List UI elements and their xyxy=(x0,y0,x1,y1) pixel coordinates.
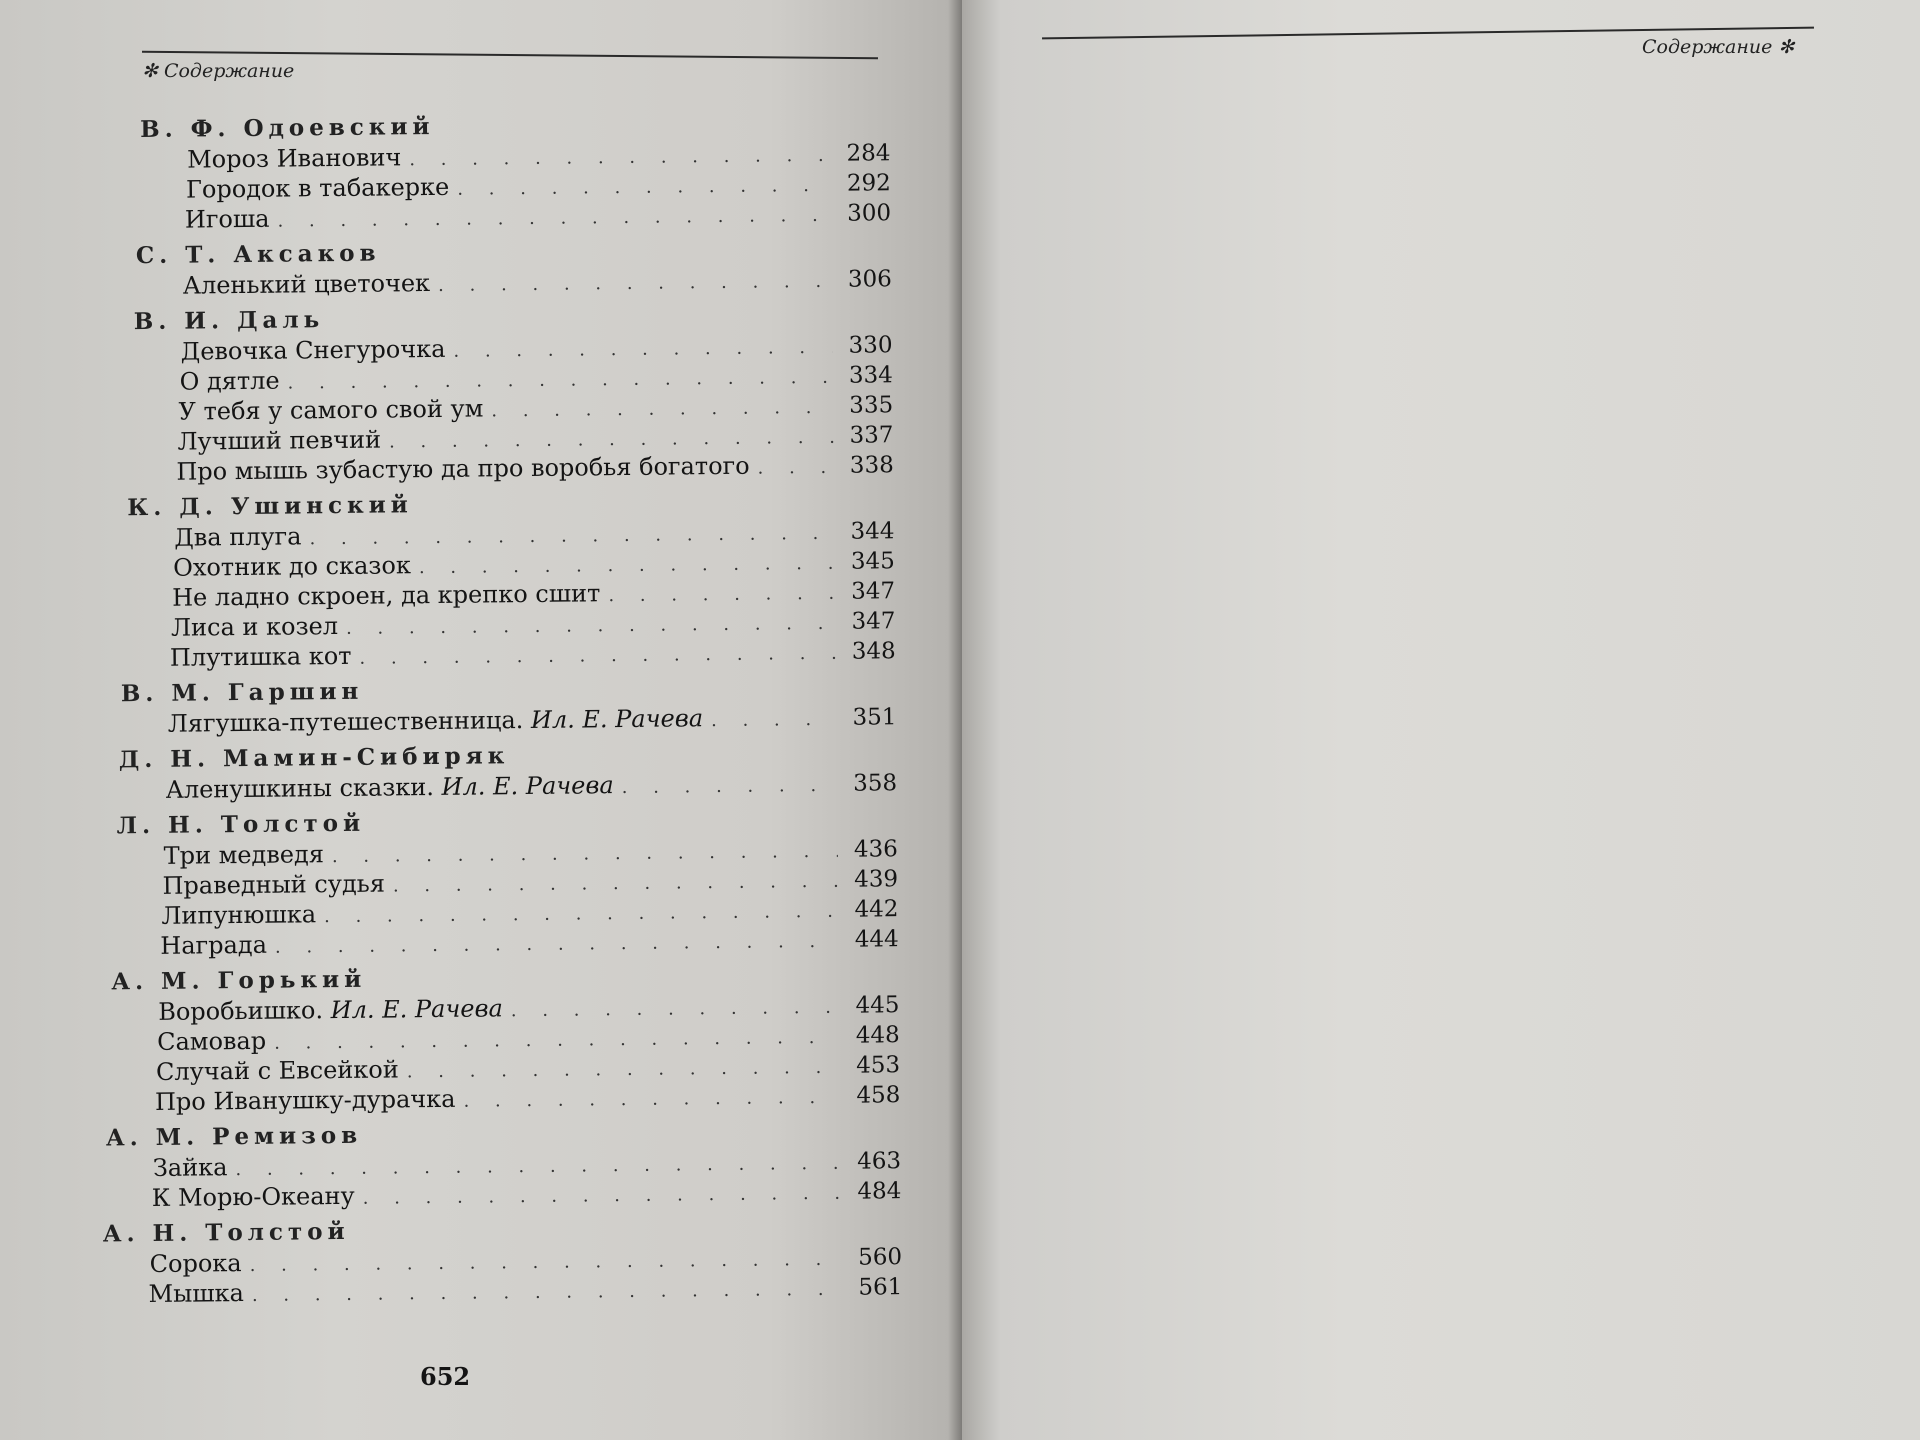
leader-dots xyxy=(277,201,831,237)
entry-title xyxy=(166,770,614,805)
author-heading: А. М. Ремизов xyxy=(105,1121,363,1152)
entry-title xyxy=(168,703,704,739)
leader-dots xyxy=(757,453,833,484)
entry-page: 292 xyxy=(846,170,891,197)
entry-title-text: Охотник до сказок xyxy=(173,551,412,582)
leader-dots xyxy=(409,141,831,175)
entry-title xyxy=(186,172,450,205)
entry-title-text: Городок в табакерке xyxy=(185,172,450,204)
entry-title-text: Про мышь зубастую да про воробья богатого xyxy=(176,451,750,486)
entry-title xyxy=(172,578,601,612)
leader-dots xyxy=(463,1083,840,1117)
entry-title xyxy=(176,451,750,487)
entry-page: 337 xyxy=(849,422,894,449)
entry-page: 561 xyxy=(858,1274,903,1301)
author-heading: А. Н. Толстой xyxy=(102,1217,350,1248)
entry-page: 347 xyxy=(851,578,896,605)
author-heading: В. И. Даль xyxy=(133,306,325,336)
entry-page: 334 xyxy=(848,362,893,389)
entry-page: 439 xyxy=(854,866,899,893)
entry-title xyxy=(174,521,302,552)
leader-dots xyxy=(608,579,835,611)
entry-title-text: О дятле xyxy=(179,366,280,396)
entry-page: 484 xyxy=(857,1178,902,1205)
entry-title xyxy=(185,204,270,235)
entry-title xyxy=(161,899,316,931)
entry-title-text: Мышка xyxy=(148,1279,245,1309)
entry-page: 348 xyxy=(851,638,896,665)
entry-title xyxy=(150,1248,242,1279)
leader-dots xyxy=(453,333,832,367)
entry-title-text: К Морю-Океану xyxy=(151,1181,355,1212)
entry-page: 458 xyxy=(856,1082,901,1109)
entry-page: 284 xyxy=(846,140,891,167)
left-page-number: 652 xyxy=(420,1362,471,1391)
entry-title-text: Лягушка-путешественница. xyxy=(167,706,524,738)
leader-dots xyxy=(407,1053,841,1088)
entry-title-text: Праведный судья xyxy=(162,869,386,900)
leader-dots xyxy=(438,267,832,301)
entry-page: 448 xyxy=(855,1022,900,1049)
entry-title xyxy=(153,1152,228,1183)
entry-title-text: Липунюшка xyxy=(161,900,317,930)
entry-title-text: Самовар xyxy=(157,1026,267,1056)
author-heading: К. Д. Ушинский xyxy=(127,491,413,522)
author-heading: В. М. Гаршин xyxy=(120,677,364,708)
entry-title xyxy=(155,1084,456,1117)
leader-dots xyxy=(363,1179,842,1214)
entry-title-text: Про Иванушку-дурачка xyxy=(154,1084,456,1116)
leader-dots xyxy=(252,1275,843,1311)
entry-title-text: Случай с Евсейкой xyxy=(155,1055,399,1086)
entry-title-text: Не ладно скроен, да крепко сшит xyxy=(171,579,601,612)
author-heading: В. Ф. Одоевский xyxy=(140,112,435,144)
entry-page: 344 xyxy=(850,518,895,545)
entry-title xyxy=(187,142,401,174)
author-heading: Д. Н. Мамин-Сибиряк xyxy=(118,742,510,774)
entry-title-text: Плутишка кот xyxy=(169,641,352,672)
entry-title-text: Зайка xyxy=(152,1153,228,1182)
entry-title xyxy=(163,839,324,871)
entry-title-text: Два плуга xyxy=(174,522,302,552)
entry-page: 338 xyxy=(849,452,894,479)
entry-title-text: Мороз Иванович xyxy=(186,143,402,174)
entry-title-text: Сорока xyxy=(149,1249,242,1279)
leader-dots xyxy=(457,171,831,205)
entry-title xyxy=(160,930,267,961)
entry-page: 442 xyxy=(854,896,899,923)
entry-title xyxy=(162,869,385,901)
author-heading: С. Т. Аксаков xyxy=(135,239,381,270)
entry-title xyxy=(158,993,503,1027)
entry-page: 351 xyxy=(852,704,897,731)
entry-title xyxy=(179,366,279,397)
entry-title xyxy=(157,1026,266,1057)
entry-page: 306 xyxy=(847,266,892,293)
entry-title xyxy=(152,1181,355,1213)
entry-page: 436 xyxy=(853,836,898,863)
entry-title xyxy=(173,550,411,582)
entry-title-text: Девочка Снегурочка xyxy=(180,334,446,366)
right-running-head: Содержание ✻ xyxy=(1642,36,1795,58)
leader-dots xyxy=(511,993,840,1026)
entry-title-text: Награда xyxy=(160,930,268,960)
left-running-head: ✻ Содержание xyxy=(142,60,295,82)
leader-dots xyxy=(491,393,833,427)
entry-page: 345 xyxy=(850,548,895,575)
entry-title xyxy=(181,334,446,367)
entry-title xyxy=(177,425,381,457)
entry-page: 300 xyxy=(847,200,892,227)
left-toc xyxy=(50,101,903,1310)
entry-title xyxy=(170,641,352,673)
author-heading: Л. Н. Толстой xyxy=(116,809,366,840)
entry-page: 560 xyxy=(858,1244,903,1271)
entry-title xyxy=(171,611,338,643)
entry-page: 347 xyxy=(851,608,896,635)
entry-title-text: Аленький цветочек xyxy=(182,269,431,300)
entry-page: 335 xyxy=(849,392,894,419)
entry-page: 453 xyxy=(856,1052,901,1079)
entry-title-text: Лиса и козел xyxy=(170,612,339,642)
entry-title xyxy=(183,268,431,301)
entry-title-text: Игоша xyxy=(184,204,270,234)
entry-page: 358 xyxy=(853,770,898,797)
entry-title-text: Лучший певчий xyxy=(177,425,382,456)
entry-page: 445 xyxy=(855,992,900,1019)
entry-title-text: У тебя у самого свой ум xyxy=(178,394,484,426)
author-heading: А. М. Горький xyxy=(111,965,367,996)
entry-illustrator: Ил. Е. Рачева xyxy=(330,994,503,1025)
entry-title-text: Три медведя xyxy=(163,840,325,870)
leader-dots xyxy=(359,639,836,674)
entry-title-text: Воробьишко. xyxy=(158,996,324,1026)
leader-dots xyxy=(419,549,835,583)
leader-dots xyxy=(393,867,839,902)
entry-page: 330 xyxy=(848,332,893,359)
leader-dots xyxy=(275,927,839,963)
entry-illustrator: Ил. Е. Рачева xyxy=(530,704,704,734)
entry-title xyxy=(148,1278,244,1309)
entry-title-text: Аленушкины сказки. xyxy=(165,773,435,804)
left-header-rule xyxy=(142,51,878,59)
entry-illustrator: Ил. Е. Рачева xyxy=(441,771,614,801)
right-page xyxy=(962,0,1920,1440)
leader-dots xyxy=(711,705,837,736)
leader-dots xyxy=(622,771,838,803)
entry-title xyxy=(178,393,483,426)
entry-page: 444 xyxy=(854,926,899,953)
entry-title xyxy=(156,1054,399,1087)
entry-page: 463 xyxy=(857,1148,902,1175)
